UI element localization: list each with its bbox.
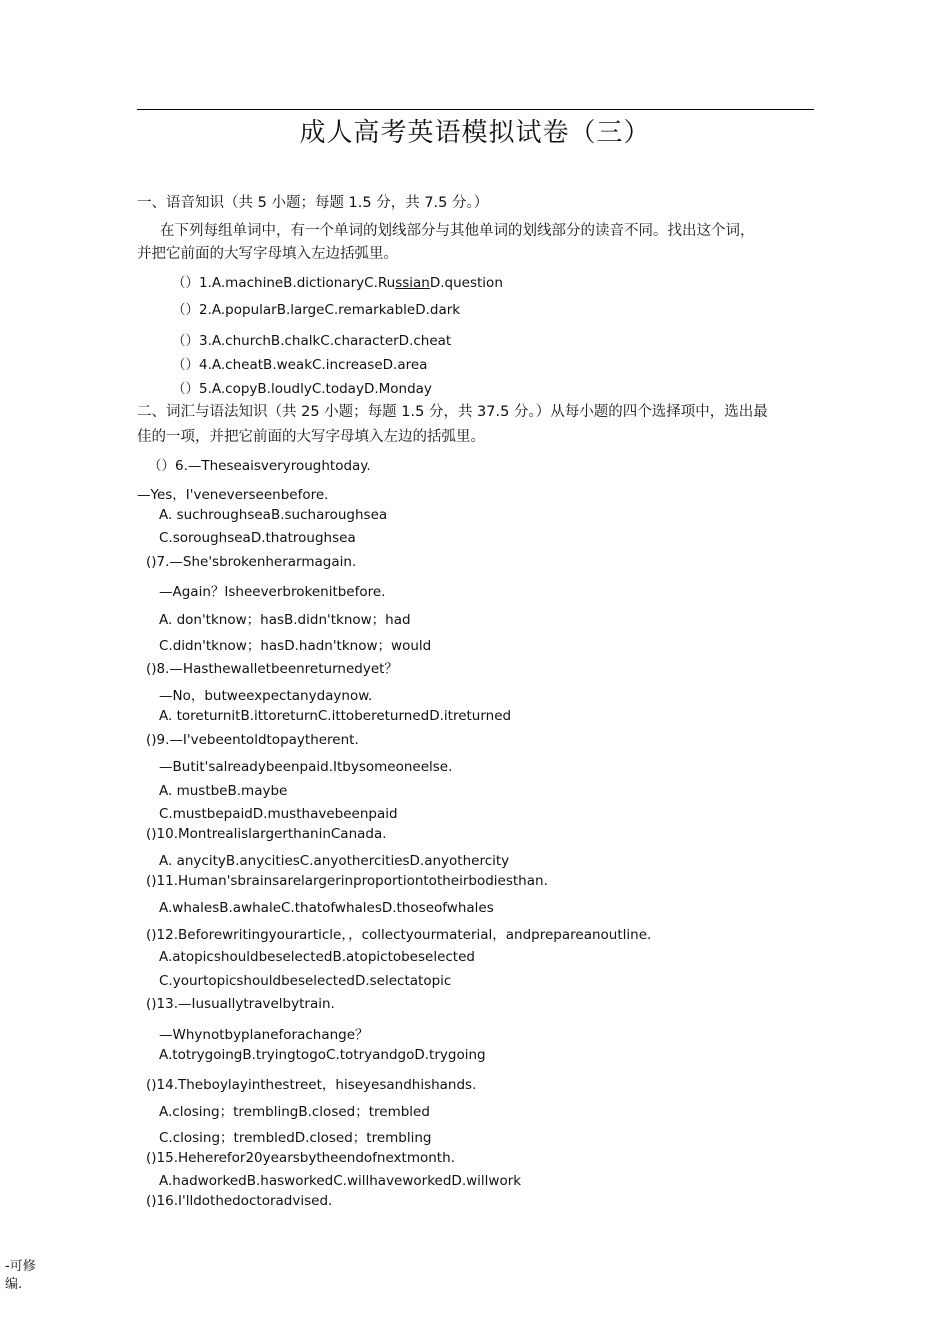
question-line: ()13.—Iusuallytravelbytrain. — [146, 996, 335, 1012]
question-line: （）6.—Theseaisveryroughtoday. — [148, 458, 371, 474]
answer-options: C.soroughseaD.thatroughsea — [159, 530, 356, 546]
page-title: 成人高考英语模拟试卷（三） — [299, 118, 651, 148]
answer-options: A. mustbeB.maybe — [159, 783, 288, 799]
question-line: —No，butweexpectanydaynow. — [159, 688, 373, 704]
answer-options: C.yourtopicshouldbeselectedD.selectatopic — [159, 973, 452, 989]
question-line: ()14.Theboylayinthestreet，hiseyesandhishands. — [146, 1077, 477, 1093]
section1-instruction-line: 在下列每组单词中，有一个单词的划线部分与其他单词的划线部分的读音不同。找出这个词， — [160, 223, 755, 239]
question-line: ()10.MontrealislargerthaninCanada. — [146, 826, 387, 842]
answer-options: A.closing；tremblingB.closed；trembled — [159, 1104, 430, 1120]
question-line: ()7.—She'sbrokenherarmagain. — [146, 554, 357, 570]
question-1-underlined: ssian — [395, 275, 430, 291]
question-line: ()8.—Hasthewalletbeenreturnedyet？ — [146, 661, 398, 677]
question-line: ()15.Heherefor20yearsbytheendofnextmonth. — [146, 1150, 455, 1166]
question-5: （）5.A.copyB.loudlyC.todayD.Monday — [172, 381, 432, 397]
question-line: —Whynotbyplaneforachange？ — [159, 1027, 369, 1043]
answer-options: A. anycityB.anycitiesC.anyothercitiesD.anyothercity — [159, 853, 510, 869]
footer-note-line: 编. — [5, 1277, 23, 1292]
question-line: ()12.Beforewritingyourarticle，，collectyourmaterial，andprepareanoutline. — [146, 927, 652, 943]
answer-options: A.whalesB.awhaleC.thatofwhalesD.thoseofwhales — [159, 900, 494, 916]
answer-options: A.hadworkedB.hasworkedC.willhaveworkedD.willwork — [159, 1173, 522, 1189]
answer-options: A.atopicshouldbeselectedB.atopictobeselected — [159, 949, 475, 965]
answer-options: A. don'tknow；hasB.didn'tknow；had — [159, 612, 411, 628]
question-1-text-end: D.question — [429, 275, 503, 291]
answer-options: C.closing；trembledD.closed；trembling — [159, 1130, 432, 1146]
question-line: ()11.Human'sbrainsarelargerinproportiontotheirbodiesthan. — [146, 873, 548, 889]
question-line: —Again？Isheeverbrokenitbefore. — [159, 584, 386, 600]
section1-heading: 一、语音知识（共 5 小题；每题 1.5 分，共 7.5 分。） — [137, 195, 489, 211]
answer-options: A. suchroughseaB.sucharoughsea — [159, 507, 388, 523]
question-3: （）3.A.churchB.chalkC.characterD.cheat — [172, 333, 452, 349]
section1-instruction-line: 并把它前面的大写字母填入左边括弧里。 — [137, 246, 398, 262]
question-line: —Yes，I'veneverseenbefore. — [137, 487, 329, 503]
question-2: （）2.A.popularB.largeC.remarkableD.dark — [172, 302, 461, 318]
header-rule — [137, 109, 814, 110]
footer-note-line: -可修 — [5, 1259, 36, 1274]
question-1-text: （）1.A.machineB.dictionaryC.Ru — [172, 275, 396, 291]
answer-options: A. toreturnitB.ittoreturnC.ittobereturnedD.itreturned — [159, 708, 512, 724]
question-4: （）4.A.cheatB.weakC.increaseD.area — [172, 357, 428, 373]
question-1 — [172, 271, 503, 291]
answer-options: C.mustbepaidD.musthavebeenpaid — [159, 806, 398, 822]
question-line: —Butit'salreadybeenpaid.Itbysomeoneelse. — [159, 759, 453, 775]
section2-heading-line: 二、词汇与语法知识（共 25 小题；每题 1.5 分，共 37.5 分。）从每小题的四个选择项中，选出最 — [137, 404, 768, 420]
question-line: ()9.—I'vebeentoldtopaytherent. — [146, 732, 359, 748]
answer-options: A.totrygoingB.tryingtogoC.totryandgoD.trygoing — [159, 1047, 486, 1063]
section2-heading-line: 佳的一项，并把它前面的大写字母填入左边的括弧里。 — [137, 429, 485, 445]
answer-options: C.didn'tknow；hasD.hadn'tknow；would — [159, 638, 432, 654]
question-line: ()16.I'lldothedoctoradvised. — [146, 1193, 333, 1209]
